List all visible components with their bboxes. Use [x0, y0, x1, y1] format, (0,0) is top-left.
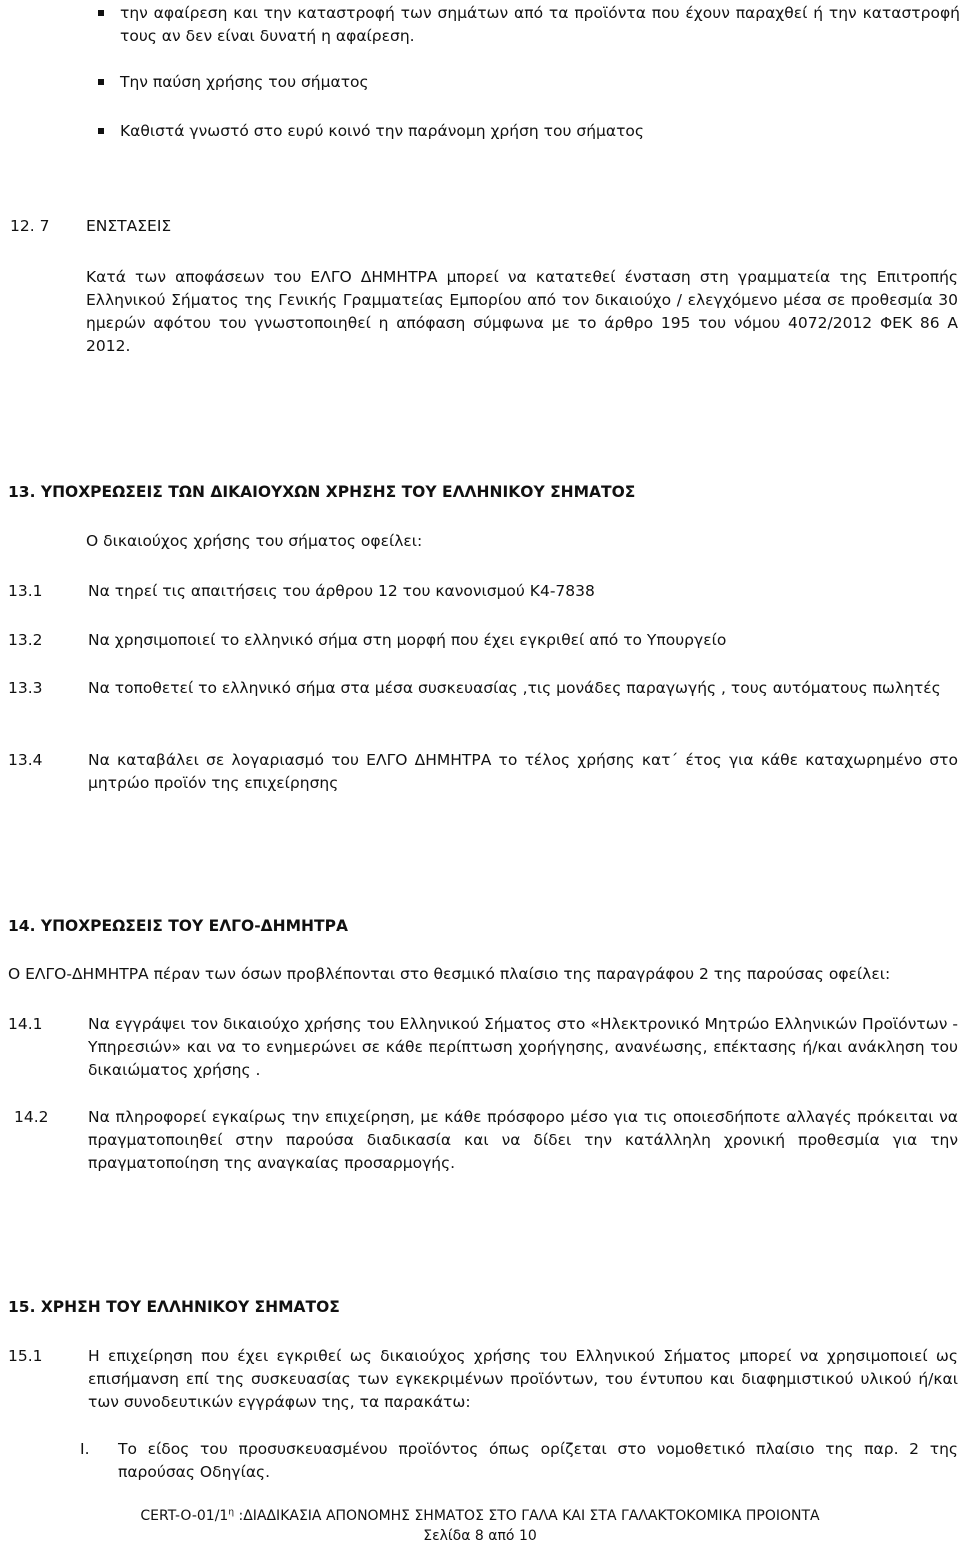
bullet-text: Την παύση χρήσης του σήματος [120, 73, 369, 91]
section-14-intro: Ο ΕΛΓΟ-ΔΗΜΗΤΡΑ πέραν των όσων προβλέπονται στο θεσμικό πλαίσιο της παραγράφου 2 της παρούσας οφείλει: [8, 965, 891, 983]
item-text: Να εγγράψει τον δικαιούχο χρήσης του Ελληνικού Σήματος στο «Ηλεκτρονικό Μητρώο Ελληνικών Προϊόντων - Υπηρεσιών» και να το ενημερώνει σε κάθε περίπτωση χορήγησης, ανανέωσης, επέκτασης ή/και ανάκληση του δικαιώματος χρήσης . [88, 1015, 958, 1079]
bullet-text: την αφαίρεση και την καταστροφή των σημάτων από τα προϊόντα που έχουν παραχθεί ή την καταστροφή τους αν δεν είναι δυνατή η αφαίρεση. [120, 4, 960, 45]
section-15-heading: 15. ΧΡΗΣΗ ΤΟΥ ΕΛΛΗΝΙΚΟΥ ΣΗΜΑΤΟΣ [8, 1298, 340, 1316]
footer-code: CERT-O-01/1 [140, 1508, 229, 1524]
section-12-7-paragraph: Κατά των αποφάσεων του ΕΛΓΟ ΔΗΜΗΤΡΑ μπορεί να κατατεθεί ένσταση στη γραμματεία της Επιτροπής Ελληνικού Σήματος της Γενικής Γραμματείας Εμπορίου από τον δικαιούχο / ελεγχόμενο μέσα σε προθεσμία 30 ημερών αφότου του γνωστοποιηθεί η απόφαση σύμφωνα με το άρθρο 195 του νόμου 4072/2012 ΦΕΚ 86 Α 2012. [86, 268, 958, 355]
bullet-text: Καθιστά γνωστό στο ευρύ κοινό την παράνομη χρήση του σήματος [120, 122, 645, 140]
bullet-item [98, 71, 960, 94]
section-13-intro: Ο δικαιούχος χρήσης του σήματος οφείλει: [86, 532, 423, 550]
bullet-square-icon [98, 10, 104, 16]
item-number: 15.1 [8, 1347, 43, 1365]
item-text: Να χρησιμοποιεί το ελληνικό σήμα στη μορφή που έχει εγκριθεί από το Υπουργείο [88, 631, 727, 649]
bullet-square-icon [98, 79, 104, 85]
page-footer [0, 1506, 960, 1546]
item-number: I. [80, 1440, 90, 1458]
bullet-item [98, 2, 960, 48]
item-number: 14.2 [14, 1108, 49, 1126]
item-number: 14.1 [8, 1015, 43, 1033]
section-14-heading: 14. ΥΠΟΧΡΕΩΣΕΙΣ ΤΟΥ ΕΛΓΟ-ΔΗΜΗΤΡΑ [8, 917, 348, 935]
section-12-7-number: 12. 7 [10, 217, 50, 235]
item-text: Να καταβάλει σε λογαριασμό του ΕΛΓΟ ΔΗΜΗΤΡΑ το τέλος χρήσης κατ΄ έτος για κάθε καταχωρημένο στο μητρώο προϊόν της επιχείρησης [88, 751, 958, 792]
item-text: Το είδος του προσυσκευασμένου προϊόντος όπως ορίζεται στο νομοθετικό πλαίσιο της παρ. 2 της παρούσας Οδηγίας. [118, 1440, 958, 1481]
footer-title: :ΔΙΑΔΙΚΑΣΙΑ ΑΠΟΝΟΜΗΣ ΣΗΜΑΤΟΣ ΣΤΟ ΓΑΛΑ ΚΑΙ ΣΤΑ ΓΑΛΑΚΤΟΚΟΜΙΚΑ ΠΡΟΙΟΝΤΑ [234, 1508, 820, 1524]
item-text: Να τοποθετεί το ελληνικό σήμα στα μέσα συσκευασίας ,τις μονάδες παραγωγής , τους αυτόματους πωλητές [88, 679, 941, 697]
footer-page-number: Σελίδα 8 από 10 [423, 1528, 537, 1544]
item-number: 13.4 [8, 751, 43, 769]
item-number: 13.3 [8, 679, 43, 697]
bullet-item [98, 120, 960, 143]
section-13-heading: 13. ΥΠΟΧΡΕΩΣΕΙΣ ΤΩΝ ΔΙΚΑΙΟΥΧΩΝ ΧΡΗΣΗΣ ΤΟΥ ΕΛΛΗΝΙΚΟΥ ΣΗΜΑΤΟΣ [8, 483, 636, 501]
item-text: Να τηρεί τις απαιτήσεις του άρθρου 12 του κανονισμού Κ4-7838 [88, 582, 595, 600]
footer-superscript: η [228, 1507, 235, 1518]
item-text: Η επιχείρηση που έχει εγκριθεί ως δικαιούχος χρήσης του Ελληνικού Σήματος μπορεί να χρησιμοποιεί ως επισήμανση επί της συσκευασίας των εγκεκριμένων προϊόντων, του έντυπου και διαφημιστικού υλικού ή/και των συνοδευτικών εγγράφων της, τα παρακάτω: [88, 1347, 958, 1411]
item-number: 13.1 [8, 582, 43, 600]
bullet-square-icon [98, 128, 104, 134]
footer-document-line [0, 1506, 960, 1526]
section-12-7-title: ΕΝΣΤΑΣΕΙΣ [86, 217, 172, 235]
item-text: Να πληροφορεί εγκαίρως την επιχείρηση, με κάθε πρόσφορο μέσο για τις οποιεσδήποτε αλλαγές πρόκειται να πραγματοποιηθεί στην παρούσα διαδικασία και να δίδει την κατάλληλη χρονική προθεσμία για την πραγματοποίηση της αναγκαίας προσαρμογής. [88, 1108, 958, 1172]
item-number: 13.2 [8, 631, 43, 649]
